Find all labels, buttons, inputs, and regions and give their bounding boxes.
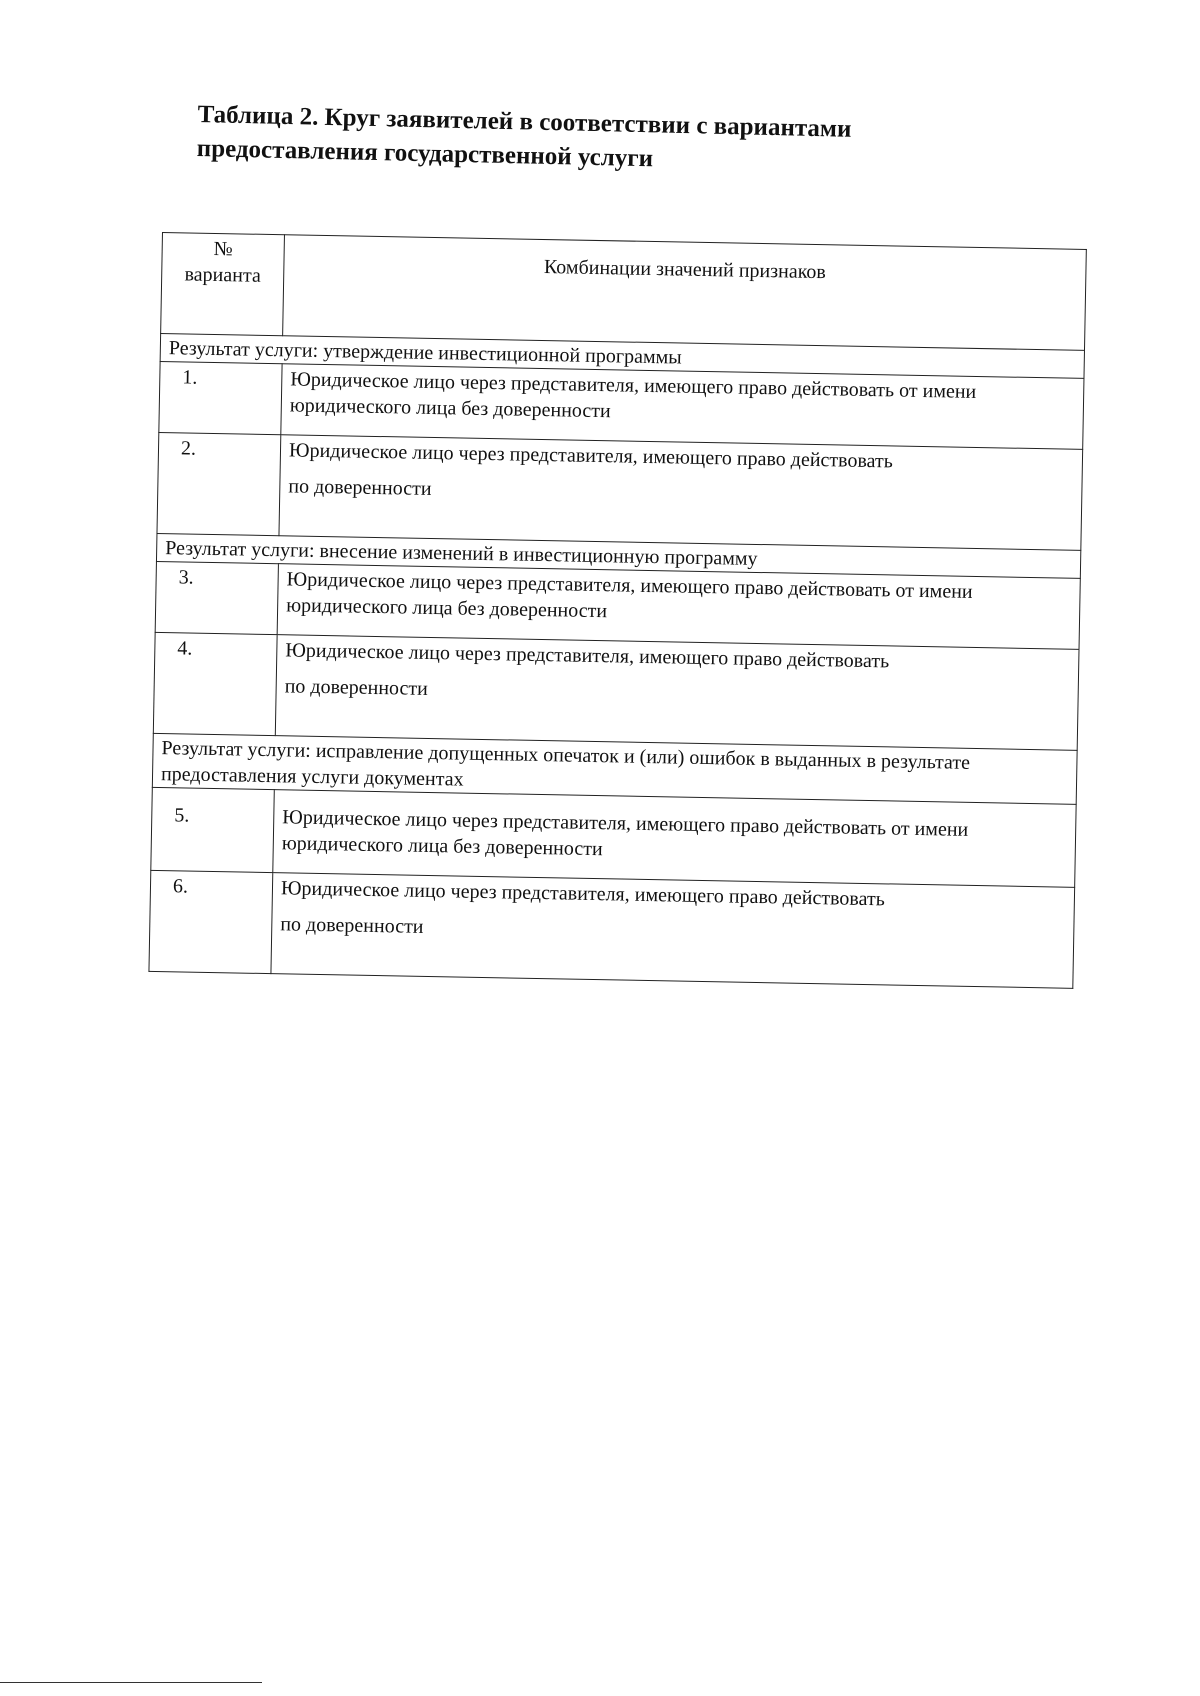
variant-number: 3. — [155, 561, 278, 634]
page-title — [196, 98, 977, 184]
variant-description-text: Юридическое лицо через представителя, имеющего право действовать от имени юридического лица без доверенности — [285, 568, 973, 623]
variant-description-text-continued: по доверенности — [280, 913, 424, 938]
variant-number: 6. — [149, 870, 273, 973]
variant-description-text: Юридическое лицо через представителя, имеющего право действовать — [280, 877, 886, 911]
header-variant-word: варианта — [184, 263, 262, 287]
title-line-1: Таблица 2. Круг заявителей в соответствии с вариантами — [197, 100, 852, 143]
variant-description-text: Юридическое лицо через представителя, имеющего право действовать от имени юридического лица без доверенности — [289, 368, 977, 423]
variant-description — [271, 873, 1075, 989]
footnote-separator-line — [0, 1682, 262, 1683]
table-row — [149, 870, 1075, 988]
table-row — [153, 632, 1079, 750]
header-variant-number — [161, 233, 285, 336]
table-row — [157, 432, 1083, 550]
group-label: Результат услуги: внесение изменений в инвестиционную программу — [156, 533, 1080, 578]
title-line-2: предоставления государственной услуги — [196, 134, 654, 173]
variant-description-text: Юридическое лицо через представителя, имеющего право действовать — [288, 439, 894, 473]
variant-number: 5. — [151, 787, 275, 872]
applicants-table — [148, 232, 1086, 989]
variant-description-text: Юридическое лицо через представителя, имеющего право действовать от имени юридического лица без доверенности — [281, 806, 969, 861]
variant-description — [273, 790, 1076, 888]
variant-description-text-continued: по доверенности — [288, 475, 432, 500]
table-header-row — [161, 233, 1087, 351]
header-number-sign: № — [213, 237, 233, 261]
applicants-table-wrapper — [148, 232, 1086, 989]
variant-description — [275, 635, 1079, 751]
group-label: Результат услуги: исправление допущенных опечаток и (или) ошибок в выданных в результате предоставления услуги документах — [152, 733, 1077, 804]
group-label: Результат услуги: утверждение инвестиционной программы — [160, 333, 1084, 378]
variant-number: 1. — [159, 361, 282, 434]
variant-number: 4. — [153, 632, 277, 735]
header-combinations: Комбинации значений признаков — [283, 235, 1087, 351]
variant-description-text-continued: по доверенности — [284, 675, 429, 700]
variant-description-text: Юридическое лицо через представителя, имеющего право действовать — [285, 639, 890, 673]
variant-number: 2. — [157, 432, 281, 535]
variant-description — [279, 435, 1083, 551]
